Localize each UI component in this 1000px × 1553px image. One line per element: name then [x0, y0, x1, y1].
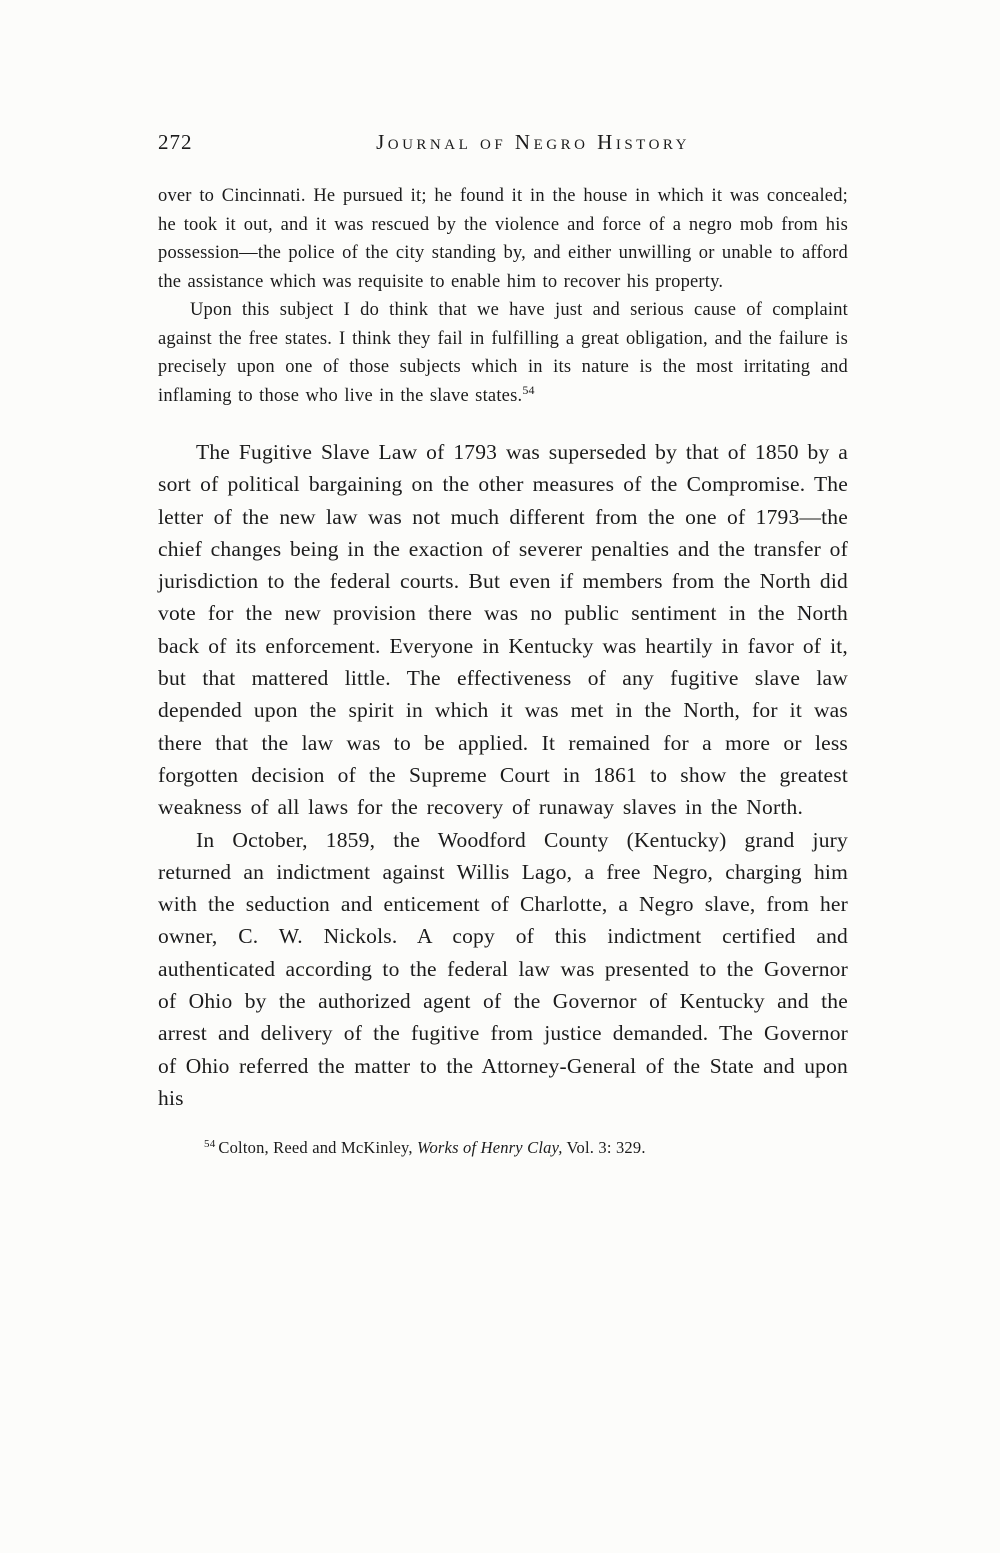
quote-paragraph-1: over to Cincinnati. He pursued it; he found it in the house in which it was concealed; he took it out, and it was rescued by the violence and force of a negro mob from his possession—the police of the city standing by, and either unwilling or unable to afford the assistance which was requisite to enable him to recover his property. [158, 186, 848, 292]
footnote-authors: Colton, Reed and McKinley, [218, 1138, 418, 1158]
footnote-marker-ref: 54 [522, 382, 535, 397]
quote-paragraph-2 [158, 296, 848, 410]
page-number: 272 [158, 130, 193, 154]
body-text [158, 436, 848, 1114]
text-column [158, 130, 848, 1158]
footnote-citation-suffix: Vol. 3: 329. [562, 1138, 646, 1158]
block-quote [158, 182, 848, 410]
footnote-work-title: Works of Henry Clay, [417, 1138, 563, 1158]
body-paragraph-2: In October, 1859, the Woodford County (Kentucky) grand jury returned an indictment against Willis Lago, a free Negro, charging him with the seduction and enticement of Charlotte, a Negro slave, from her owner, C. W. Nickols. A copy of this indictment certified and authenticated according to the federal law was presented to the Governor of Ohio by the authorized agent of the Governor of Kentucky and the arrest and delivery of the fugitive from justice demanded. The Governor of Ohio referred the matter to the Attorney-General of the State and upon his [158, 827, 848, 1110]
quote-paragraph-2-text: Upon this subject I do think that we have just and serious cause of complaint against the free states. I think they fail in fulfilling a great obligation, and the failure is precisely upon one of those subjects which in its nature is the most irritating and inflaming to those who live in the slave states. [158, 300, 848, 406]
page-header [158, 130, 848, 160]
footnote [158, 1138, 848, 1158]
journal-title: Journal of Negro History [376, 130, 690, 154]
footnote-number: 54 [204, 1137, 216, 1150]
body-paragraph-1: The Fugitive Slave Law of 1793 was superseded by that of 1850 by a sort of political bargaining on the other measures of the Compromise. The letter of the new law was not much different from the one of 1793—the chief changes being in the exaction of severer penalties and the transfer of jurisdiction to the federal courts. But even if members from the North did vote for the new provision there was no public sentiment in the North back of its enforcement. Everyone in Kentucky was heartily in favor of it, but that mattered little. The effectiveness of any fugitive slave law depended upon the spirit in which it was met in the North, for it was there that the law was to be applied. It remained for a more or less forgotten decision of the Supreme Court in 1861 to show the greatest weakness of all laws for the recovery of runaway slaves in the North. [158, 440, 848, 820]
